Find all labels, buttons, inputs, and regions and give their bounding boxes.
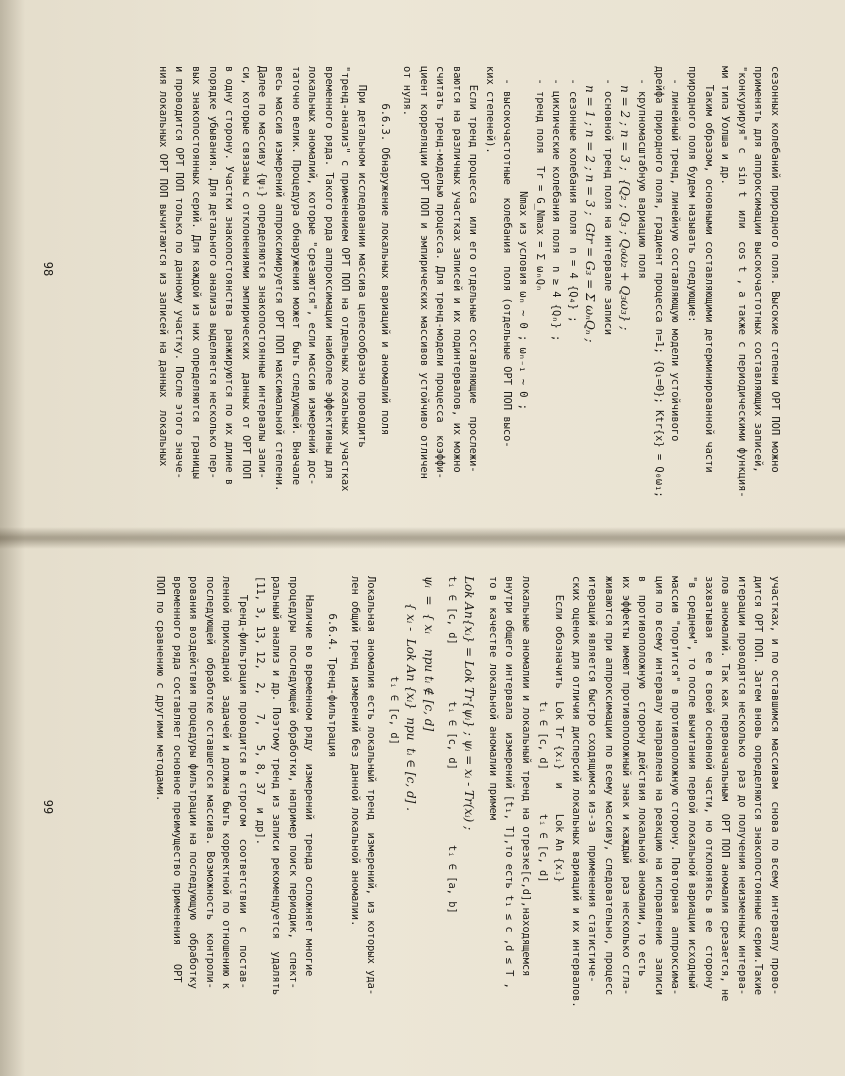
text-line: ваются на различных участках записей и их подинтервалов, их можно — [450, 66, 463, 473]
text-line: их эффекты имеют противоположный знак и каждый раз несколько сгла- — [619, 576, 632, 996]
text-line: ния локальных ОРТ ПОП вычитаются из записей на данных локальных — [156, 66, 169, 467]
text-line: Далее по массиву {ψᵢ} определяются знакопостоянные интервалы запи- — [256, 66, 269, 479]
formula-subscript: tᵢ ∈ [c, d] tᵢ ∈ [c, d] tᵢ ∈ [a, b] — [446, 576, 459, 914]
text-line: Если тренд процесса или его отдельные составляющие прослежи- — [467, 66, 480, 473]
text-line: Локальная аномалия есть локальный тренд измерений, из которых уда- — [365, 576, 378, 996]
text-line: то в качестве локальной аномалии примем — [486, 576, 499, 820]
text-line: вых знакопостоянных серий. Для каждой из них определяются границы — [190, 66, 202, 479]
page-99 — [0, 538, 845, 1076]
text-line: участках, и по оставшимся массивам снова по всему интервалу прово- — [769, 576, 781, 996]
text-line: "в среднем", то после вычитания первой локальной вариации исходный — [686, 576, 699, 989]
text-line: внутри общего интервала измерений [t₁, T],то есть t₁ ≤ c ,d ≤ T , — [503, 576, 516, 989]
text-line: [11, 3, 13, 12, 2, 7, 5, 8, 37 и др]. — [253, 576, 266, 845]
text-line: временного ряда. Такого рода аппроксимации наиболее эффективны для — [322, 66, 335, 479]
text-line: в противоположную сторону действия локальной аномалии, то есть — [636, 576, 649, 977]
text-line: локальные аномалии и локальный тренд на отрезке[c,d],находящемся — [520, 576, 533, 977]
text-line: ПОП по сравнению с другими методами. — [154, 576, 166, 802]
formula-local-anomaly: Lok An{xᵢ} = Lok Tr{ψᵢ} ; ψᵢ = xᵢ - Tr(xᵢ) ; — [462, 576, 477, 831]
text-line: - основной тренд поля на интервале записи — [601, 66, 614, 335]
text-line: ских оценок для отличия дисперсий локальных вариаций и их интервалов. — [569, 576, 582, 1008]
text-line: - высокочастотные колебания поля (отдельные ОРТ ПОП высо- — [500, 66, 513, 448]
text-line: - сезонные колебания поля n = 4 {Q₄} ; — [567, 66, 580, 323]
text-line: весь массив измерений аппроксимируется ОРТ ПОП максимальной степени. — [272, 66, 285, 492]
text-line: порядке убывания. Для детального анализа выделяется несколько пер- — [206, 66, 219, 479]
page-number-right: 99 — [41, 799, 55, 815]
text-line: Таким образом, основными составляющими детерминированной части — [702, 66, 715, 473]
text-line: - тренд поля Tr = G_Nmax = Σ ωₙQₙ — [533, 66, 546, 292]
text-line: лен общий тренд измерений без данной локальной аномалии. — [348, 576, 361, 927]
formula-line: n = 1 ; n = 2 ; n = 3 ; Gtr = G₃ = Σ ωₙQₙ ; — [583, 66, 598, 343]
text-line: применять для аппроксимации высокочастотных составляющих записей, — [752, 66, 765, 473]
text-line: - крупномасштабную вариацию поля — [636, 66, 649, 279]
text-line: "тренд-анализ" с применением ОРТ ПОП на отдельных локальных участках — [339, 66, 352, 492]
formula-subscript: tᵢ ∈ [c, d] — [387, 576, 400, 745]
text-line: си, которые связаны с отклонениями эмпирических данных от ОРТ ПОП — [239, 66, 252, 479]
text-line: природного поля будем называть следующие: — [686, 66, 699, 323]
text-line: - циклические колебания поля n ≥ 4 {Qₙ} ; — [550, 66, 563, 342]
formula-psi-case-1: ψᵢ = { xᵢ при tᵢ ∉ [c, d] — [421, 576, 436, 732]
text-line: Наличие во временном ряду измерений тренда осложняет многие — [303, 576, 316, 977]
text-line: лов аномалий. Так как первоначальным ОРТ ПОП аномалия срезается, не — [719, 576, 732, 1002]
text-line: tᵢ ∈ [c, d] tᵢ ∈ [c, d] — [536, 576, 549, 883]
text-line: дится ОРТ ПОП. Затем вновь определяются знакопостоянные серии.Такие — [752, 576, 765, 996]
text-line: итераций является быстро сходящимся из-за применения статистиче- — [586, 576, 599, 983]
text-line: таточно велик. Процедура обнаружения может быть следующей. Вначале — [289, 66, 302, 486]
section-heading-6-6-3: 6.6.3. Обнаружение локальных вариаций и аномалий поля — [378, 66, 391, 436]
text-line: - линейный тренд, линейную составляющую модели устойчивого — [669, 66, 682, 442]
text-line: Тренд-фильтрация проводится в строгом соответствии с постав- — [236, 576, 249, 989]
text-line: "конкурируя" с sin t или cos t , а также с периодическими функция- — [735, 66, 748, 498]
text-line: Nmax из условия ωₙ ~ 0 ; ωₙ₋₁ ~ 0 ; — [517, 66, 530, 411]
text-line: рования воздействия процедуры фильтрации на последующую обработку — [187, 576, 200, 989]
text-line: дрейфа природного поля, градиент процесса n=1; {Q₁=0}; Ktr{x} = Q₀ω₁; — [652, 66, 665, 498]
text-line: При детальном исследовании массива целесообразно проводить — [355, 66, 368, 448]
text-line: от нуля. — [401, 66, 414, 117]
text-line: ральный анализ и др. Поэтому тренд из записи рекомендуется удалять — [270, 576, 283, 996]
text-line: массив "портится" в противоположную сторону. Повторная аппроксима- — [669, 576, 682, 996]
text-line: ми типа Уолша и др. — [719, 66, 732, 185]
text-line: живаются при аппроксимации по всему массиву, следовательно, процесс — [603, 576, 616, 996]
formula-psi-case-2: { xᵢ - Lok An {xᵢ} при tᵢ ∈ [c, d] . — [403, 576, 418, 811]
text-line: процедуры последующей обработки, например поиск периодик, спект- — [286, 576, 299, 989]
section-heading-6-6-4: 6.6.4. Тренд-фильтрация — [325, 576, 338, 758]
text-line: временного ряда составляет основное преимущество применения ОРТ — [170, 576, 183, 983]
formula-line: n = 2 ; n = 3 ; {Q₂ ; Q₃ ; Q₀ω₂ + Q₃ω₃} ; — [617, 66, 632, 331]
text-line: ких степеней). — [484, 66, 497, 154]
text-line: ленной прикладной задачей и должна быть корректной по отношению к — [220, 576, 233, 989]
text-line: в одну сторону. Участки знакопостоянства ранжируются по их длине в — [223, 66, 236, 486]
text-line: локальных аномалий, которые "срезаются", если массив измерений дос- — [306, 66, 319, 486]
text-line: итерации проводятся несколько раз до получения неизменных интерва- — [735, 576, 748, 996]
text-line: Если обозначить Lok Tr {xᵢ} и Lok An {xᵢ} — [553, 576, 566, 883]
text-line: последующей обработке оставшегося массива. Возможность контроли- — [203, 576, 216, 989]
page-number-left: 98 — [41, 261, 55, 277]
text-line: циент корреляции ОРТ ПОП и эмпирических массивов устойчиво отличен — [417, 66, 430, 479]
text-line: сезонных колебаний природного поля. Высокие степени ОРТ ПОП можно — [769, 66, 781, 473]
text-line: ция по всему интервалу направлена на реакцию на исправление записи — [652, 576, 665, 996]
text-line: и проводится ОРТ ПОП только по данному участку. После этого значе- — [173, 66, 186, 479]
text-line: считать тренд-моделью процесса. Для тренд-модели процесса коэффи- — [434, 66, 447, 479]
text-line: захватывая ее в своей основной части, но отклоняясь в ее сторону — [702, 576, 715, 989]
